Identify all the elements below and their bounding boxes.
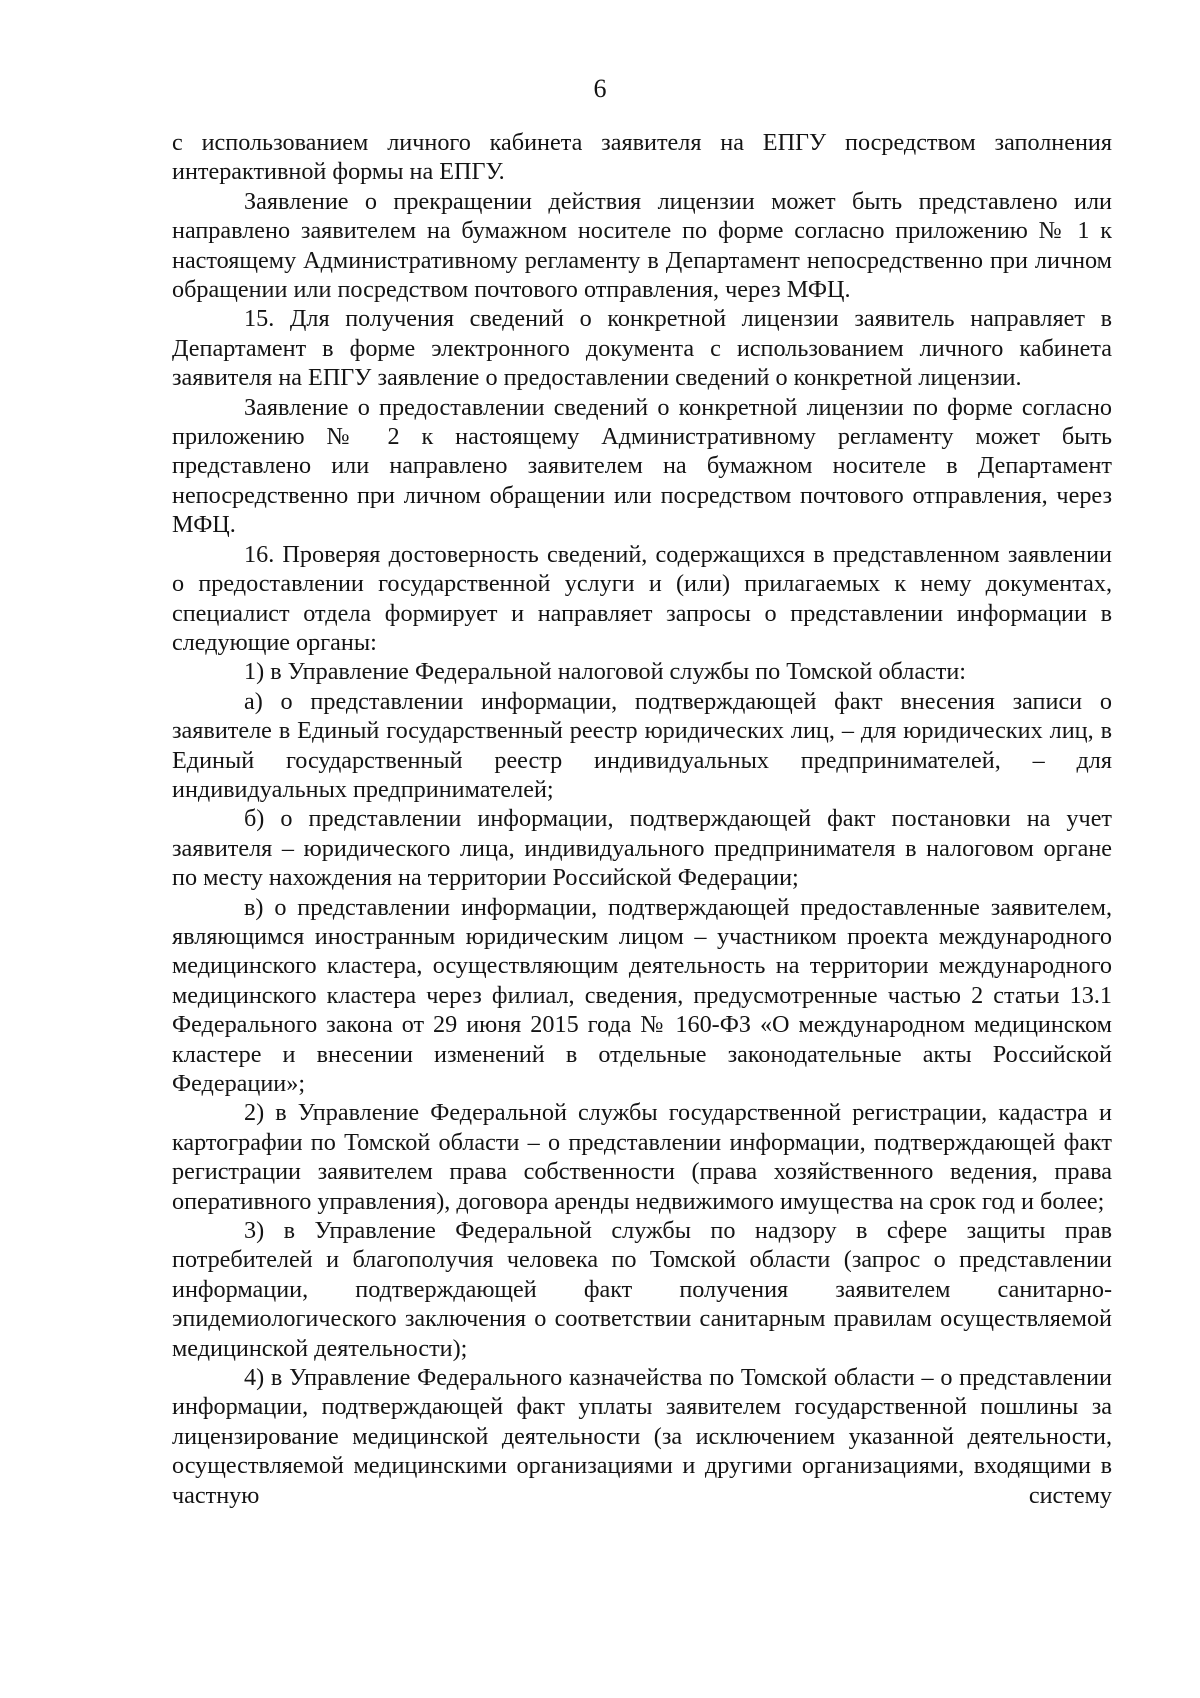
- paragraph-license-info-application: Заявление о предоставлении сведений о конкретной лицензии по форме согласно приложению № 2 к настоящему Административному регламенту может быть представлено или направлено заявителем на бумажном носителе в Департамент непосредственно при личном обращении или посредством почтового отправления, через МФЦ.: [172, 393, 1112, 539]
- paragraph-continuation: с использованием личного кабинета заявителя на ЕПГУ посредством заполнения интерактивной формы на ЕПГУ.: [172, 129, 1112, 186]
- paragraph-clause-15: 15. Для получения сведений о конкретной лицензии заявитель направляет в Департамент в форме электронного документа с использованием личного кабинета заявителя на ЕПГУ заявление о предоставлении сведений о конкретной лицензии.: [172, 305, 1112, 392]
- list-item-1b: б) о представлении информации, подтверждающей факт постановки на учет заявителя – юридического лица, индивидуального предпринимателя в налоговом органе по месту нахождения на территории Российской Федерации;: [172, 805, 1112, 892]
- document-body: [172, 128, 1112, 1510]
- list-item-1: 1) в Управление Федеральной налоговой службы по Томской области:: [244, 658, 967, 686]
- list-item-2: 2) в Управление Федеральной службы государственной регистрации, кадастра и картографии по Томской области – о представлении информации, подтверждающей факт регистрации заявителем права собственности (права хозяйственного ведения, права оперативного управления), договора аренды недвижимого имущества на срок год и более;: [172, 1099, 1112, 1215]
- list-item-1v: в) о представлении информации, подтверждающей предоставленные заявителем, являющимся иностранным юридическим лицом – участником проекта международного медицинского кластера, осуществляющим деятельность на территории международного медицинского кластера через филиал, сведения, предусмотренные частью 2 статьи 13.1 Федерального закона от 29 июня 2015 года № 160-ФЗ «О международном медицинском кластере и внесении изменений в отдельные законодательные акты Российской Федерации»;: [172, 893, 1112, 1097]
- paragraph-termination-application: Заявление о прекращении действия лицензии может быть представлено или направлено заявителем на бумажном носителе по форме согласно приложению № 1 к настоящему Административному регламенту в Департамент непосредственно при личном обращении или посредством почтового отправления, через МФЦ.: [172, 187, 1112, 304]
- list-item-3: 3) в Управление Федеральной службы по надзору в сфере защиты прав потребителей и благополучия человека по Томской области (запрос о представлении информации, подтверждающей факт получения заявителем санитарно-эпидемиологического заключения о соответствии санитарным правилам осуществляемой медицинской деятельности);: [172, 1217, 1112, 1362]
- page-number: 6: [593, 74, 607, 103]
- list-item-1a: а) о представлении информации, подтверждающей факт внесения записи о заявителе в Единый государственный реестр юридических лиц, – для юридических лиц, в Единый государственный реестр индивидуальных предпринимателей, – для индивидуальных предпринимателей;: [172, 687, 1112, 803]
- list-item-4: 4) в Управление Федерального казначейства по Томской области – о представлении информации, подтверждающей факт уплаты заявителем государственной пошлины за лицензирование медицинской деятельности (за исключением указанной деятельности, осуществляемой медицинскими организациями и другими организациями, входящими в частную систему: [172, 1364, 1112, 1509]
- paragraph-clause-16: 16. Проверяя достоверность сведений, содержащихся в представленном заявлении о предоставлении государственной услуги и (или) прилагаемых к нему документах, специалист отдела формирует и направляет запросы о представлении информации в следующие органы:: [172, 540, 1112, 656]
